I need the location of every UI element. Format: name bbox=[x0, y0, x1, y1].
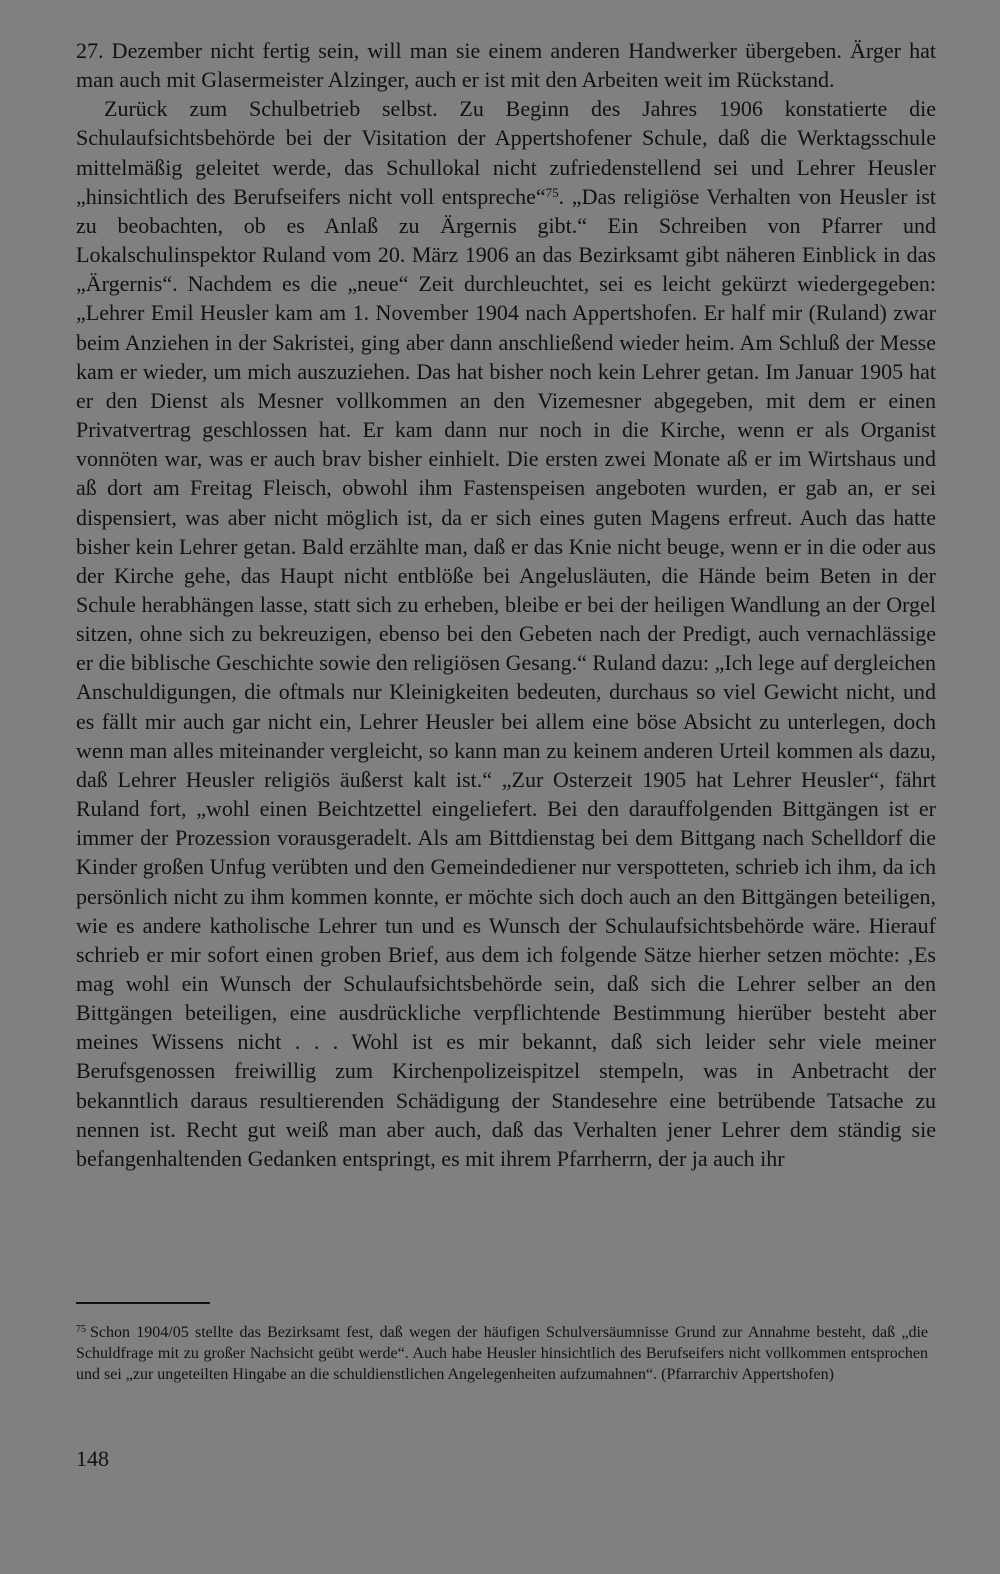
footnote bbox=[76, 1322, 928, 1385]
footnote-mark: 75 bbox=[76, 1324, 86, 1335]
paragraph-continuation: 27. Dezember nicht fertig sein, will man sie einem anderen Handwerker übergeben. Ärger hat man auch mit Glasermeister Alzinger, auch er ist mit den Arbeiten weit im Rückstand. bbox=[76, 38, 936, 93]
paragraph-main bbox=[76, 94, 936, 1173]
body-text bbox=[76, 36, 936, 1173]
paragraph-main-text-before: Zurück zum Schulbetrieb selbst. Zu Beginn des Jahres 1906 konstatierte die Schulaufsichtsbehörde bei der Visitation der Appertshofener Schule, daß die Werktagsschule mittelmäßig geleitet werde, das Schullokal nicht zufriedenstellend sei und Lehrer Heusler „hinsichtlich des Berufseifers nicht voll entspreche“ bbox=[76, 96, 936, 209]
footnote-text: Schon 1904/05 stellte das Bezirksamt fest, daß wegen der häufigen Schulversäumnisse Grund zur Annahme besteht, daß „die Schuldfrage mit zu großer Nachsicht geübt werde“. Auch habe Heusler hinsichtlich des Berufseifers nicht vollkommen entsprochen und sei „zur ungeteilten Hingabe an die schuldienstlichen Angelegenheiten aufzumahnen“. (Pfarrarchiv Appertshofen) bbox=[76, 1324, 928, 1383]
paragraph-main-text-after: . „Das religiöse Verhalten von Heusler ist zu beobachten, ob es Anlaß zu Ärgernis gibt.“ Ein Schreiben von Pfarrer und Lokalschulinspektor Ruland vom 20. März 1906 an das Bezirksamt gibt näheren Einblick in das „Ärgernis“. Nachdem es die „neue“ Zeit durchleuchtet, sei es leicht gekürzt wiedergegeben: „Lehrer Emil Heusler kam am 1. November 1904 nach Appertshofen. Er half mir (Ruland) zwar beim Anziehen in der Sakristei, ging aber dann anschließend wieder heim. Am Schluß der Messe kam er wieder, um mich auszuziehen. Das hat bisher noch kein Lehrer getan. Im Januar 1905 hat er den Dienst als Mesner vollkommen an den Vizemesner abgegeben, mit dem er einen Privatvertrag geschlossen hat. Er kam dann nur noch in die Kirche, wenn er als Organist vonnöten war, was er auch brav bisher einhielt. Die ersten zwei Monate aß er im Wirtshaus und aß dort am Freitag Fleisch, obwohl ihm Fastenspeisen angeboten wurden, er gab an, er sei dispensiert, was aber nicht möglich ist, da er sich eines guten Magens erfreut. Auch das hatte bisher kein Lehrer getan. Bald erzählte man, daß er das Knie nicht beuge, wenn er in die oder aus der Kirche gehe, das Haupt nicht entblöße bei Angelusläuten, die Hände beim Beten in der Schule herabhängen lasse, statt sich zu erheben, bleibe er bei der heiligen Wandlung an der Orgel sitzen, ohne sich zu bekreuzigen, ebenso bei den Gebeten nach der Predigt, auch vernachlässige er die biblische Geschichte sowie den religiösen Gesang.“ Ruland dazu: „Ich lege auf dergleichen Anschuldigungen, die oftmals nur Kleinigkeiten bedeuten, durchaus so viel Gewicht nicht, und es fällt mir auch gar nicht ein, Lehrer Heusler bei allem eine böse Absicht zu unterlegen, doch wenn man alles miteinander vergleicht, so kann man zu keinem anderen Urteil kommen als dazu, daß Lehrer Heusler religiös äußerst kalt ist.“ „Zur Osterzeit 1905 hat Lehrer Heusler“, fährt Ruland fort, „wohl einen Beichtzettel eingeliefert. Bei den darauffolgenden Bittgängen ist er immer der Prozession vorausgeradelt. Als am Bittdienstag bei dem Bittgang nach Schelldorf die Kinder großen Unfug verübten und den Gemeindediener nur verspotteten, schrieb ich ihm, da ich persönlich nicht zu ihm kommen konnte, er möchte sich doch auch an den Bittgängen beteiligen, wie es andere katholische Lehrer tun und es Wunsch der Schulaufsichtsbehörde wäre. Hierauf schrieb er mir sofort einen groben Brief, aus dem ich folgende Sätze hierher setzen möchte: ‚Es mag wohl ein Wunsch der Schulaufsichtsbehörde sein, daß sich die Lehrer selber an den Bittgängen beteiligen, eine ausdrückliche verpflichtende Bestimmung hierüber besteht aber meines Wissens nicht . . . Wohl ist es mir bekannt, daß sich leider sehr viele meiner Berufsgenossen freiwillig zum Kirchenpolizeispitzel stempeln, was in Anbetracht der bekanntlich daraus resultierenden Schädigung der Standesehre eine betrübende Tatsache zu nennen ist. Recht gut weiß man aber auch, daß das Verhalten jener Lehrer dem ständig sie befangenhaltenden Gedanken entspringt, es mit ihrem Pfarrherrn, der ja auch ihr bbox=[76, 183, 936, 1171]
footnote-reference[interactable]: 75 bbox=[545, 184, 559, 200]
page-number: 148 bbox=[76, 1446, 109, 1471]
footnote-separator bbox=[76, 1302, 210, 1304]
